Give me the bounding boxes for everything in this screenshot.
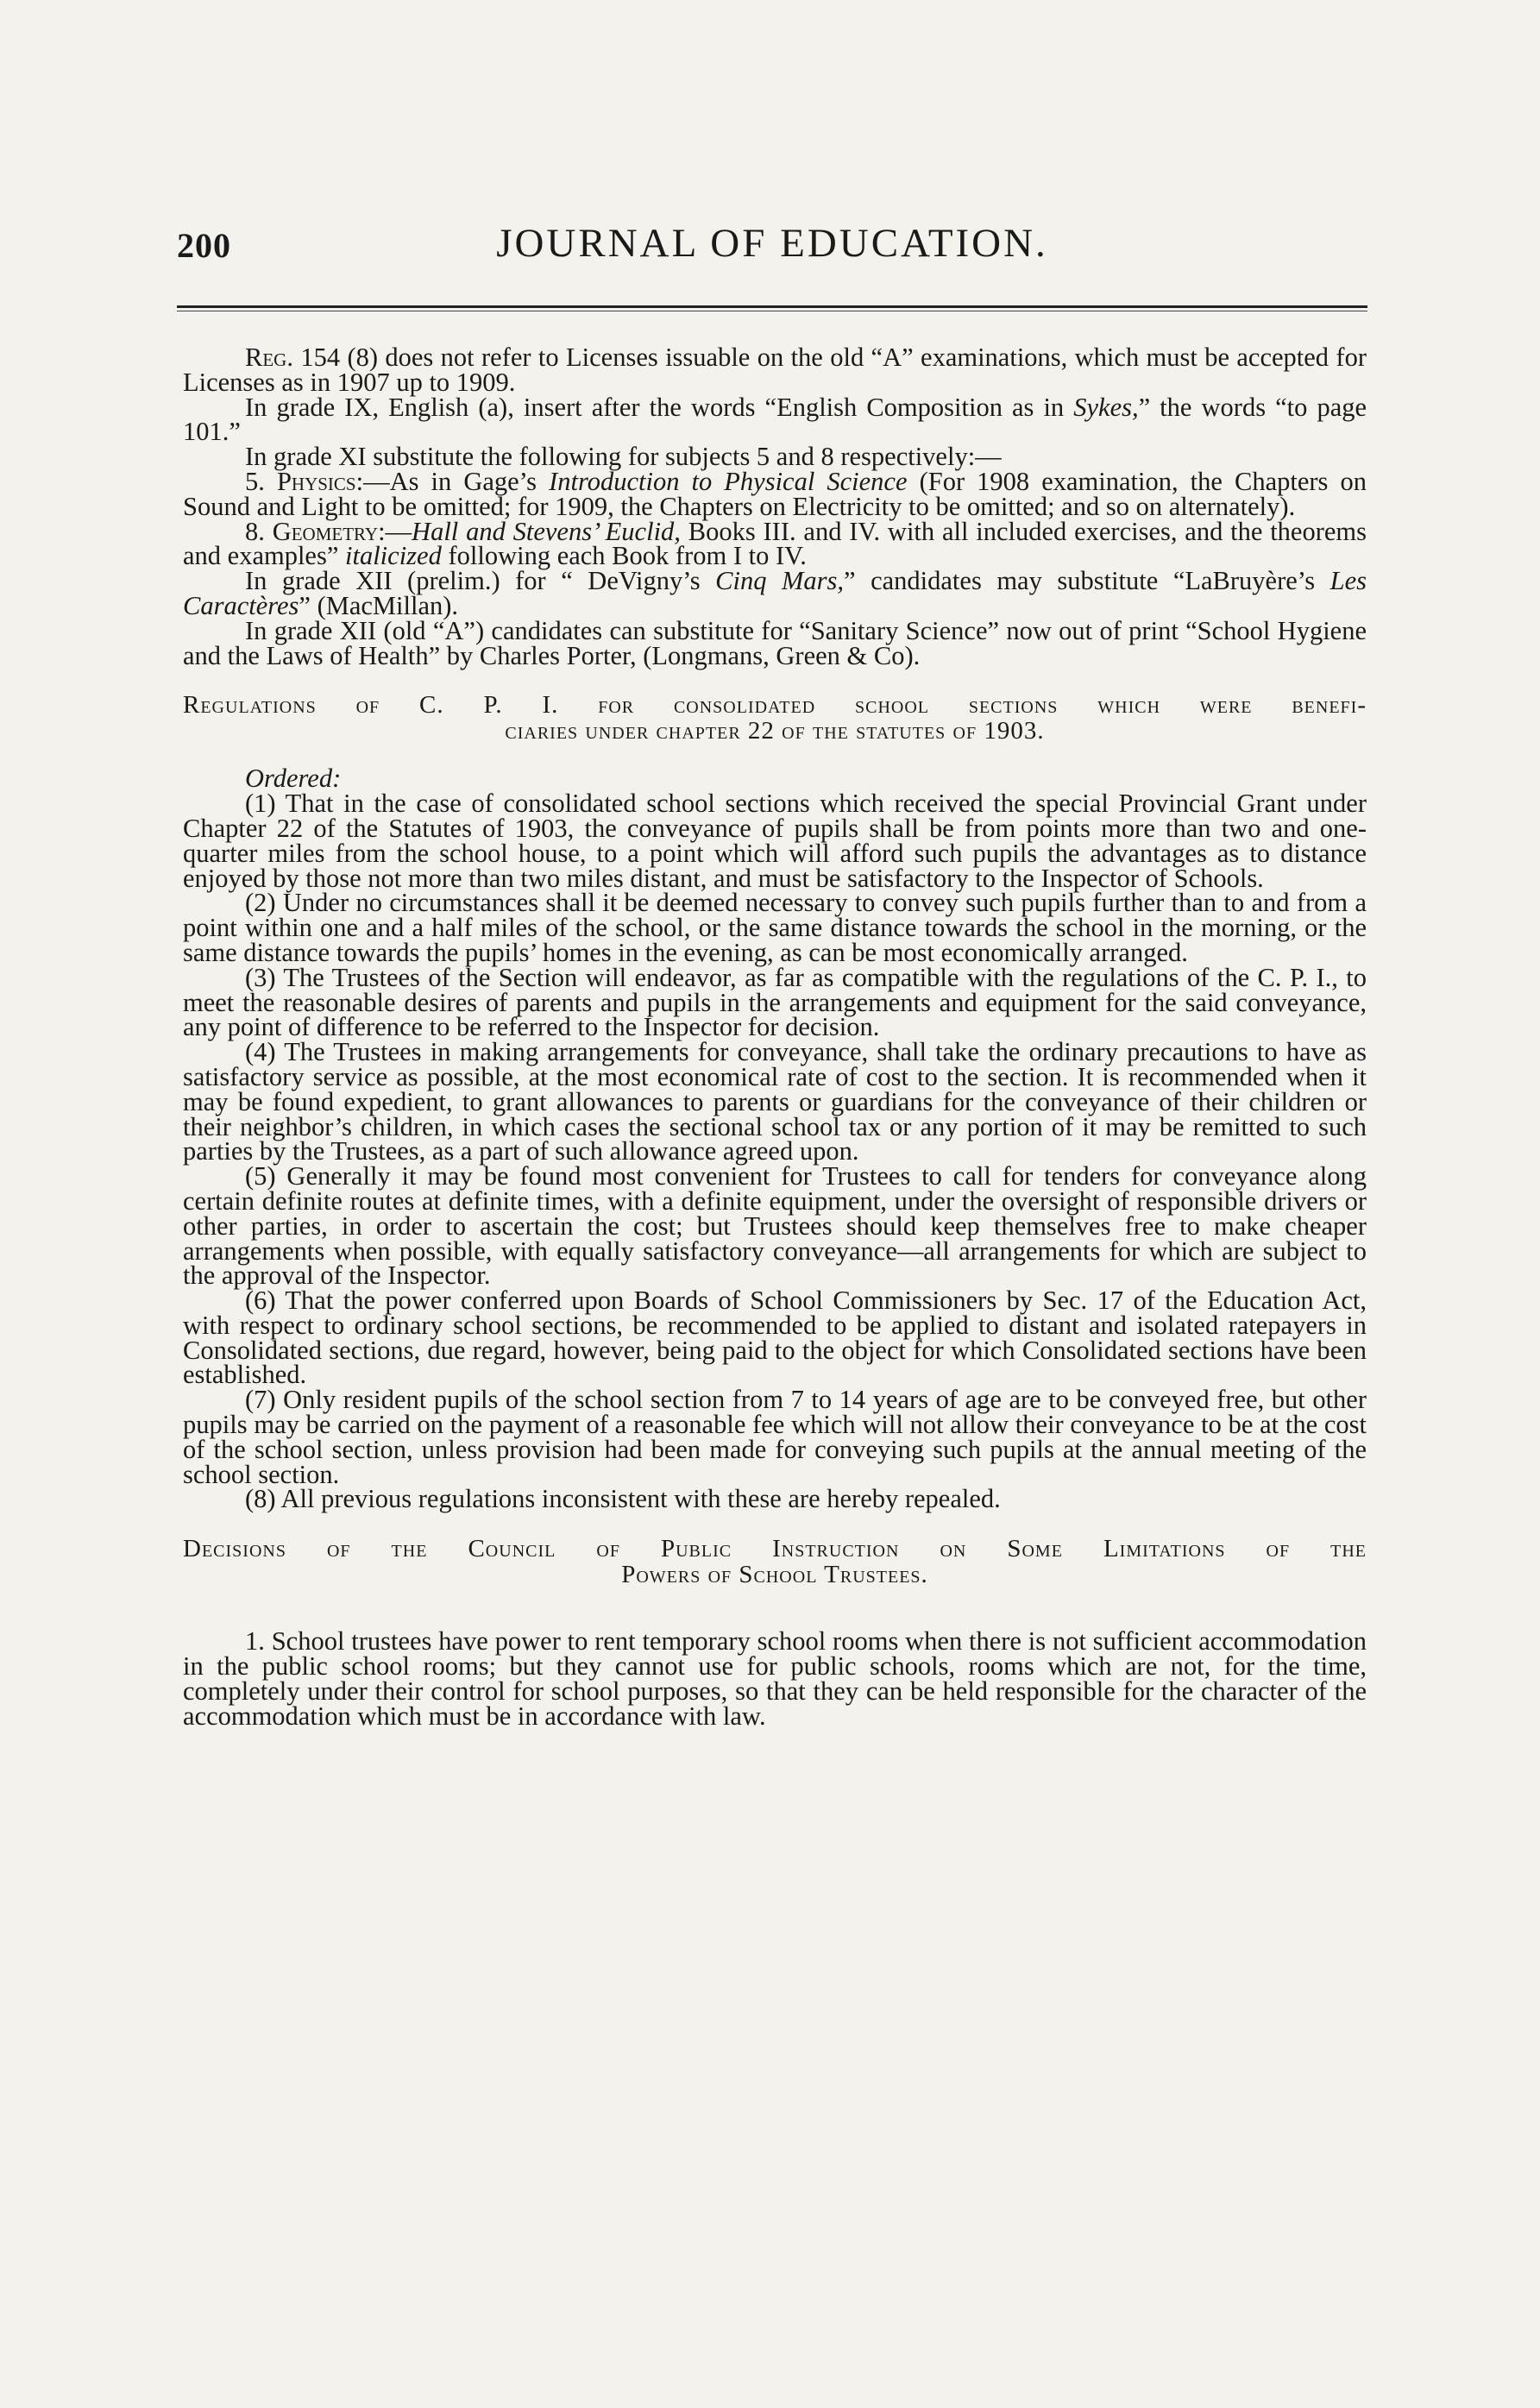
- amendment-text: :—As in Gage’s: [355, 466, 550, 496]
- heading-line: ciaries under chapter 22 of the statutes of 1903.: [505, 717, 1045, 745]
- amendment-reg-154: [183, 345, 1367, 395]
- regulation-item: (8) All previous regulations inconsistent with these are hereby repealed.: [245, 1484, 1001, 1514]
- amendment-text: 154 (8) does not refer to Licenses issuable on the old “A” examinations, which must be accepted for Licenses as in 1907 up to 1909.: [183, 343, 1367, 397]
- amendment-grade-ix: [183, 392, 1367, 447]
- page-number: 200: [177, 226, 231, 265]
- amendment-text: In grade IX, English (a), insert after the words “English Composition as in: [245, 392, 1074, 422]
- amendment-text: In grade XII (prelim.) for “ DeVigny’s: [245, 566, 716, 596]
- page-header: [177, 220, 1367, 280]
- regulations-heading: [183, 692, 1367, 744]
- regulation-item: (3) The Trustees of the Section will endeavor, as far as compatible with the regulations of the C. P. I., to meet the reasonable desires of parents and pupils in the arrangements and equipment for the said conveyance, any point of difference to be referred to the Inspector for decision.: [183, 962, 1367, 1042]
- header-rule: [177, 305, 1367, 311]
- amendment-text: Books III. and IV. with all included exercises, and the theorems and examples”: [183, 516, 1367, 571]
- heading-line: Decisions of the Council of Public Instruction on Some Limitations of the: [183, 1535, 1367, 1563]
- ordered-label: Ordered:: [245, 764, 342, 794]
- amendment-grade-xi: [183, 442, 1367, 472]
- page-body: [183, 343, 1367, 1731]
- reg-label: Reg.: [245, 343, 293, 372]
- heading-line: Regulations of C. P. I. for consolidated school sections which were benefi-: [183, 691, 1367, 720]
- decision-item: 1. School trustees have power to rent temporary school rooms when there is not sufficient accommodation in the public school rooms; but they cannot use for public schools, rooms which are not, for the time, completely under their control for school purposes, so that they can be held responsible for the character of the accommodation which must be in accordance with law.: [183, 1626, 1367, 1731]
- subject-name: Physics: [276, 466, 356, 496]
- regulation-item: (7) Only resident pupils of the school section from 7 to 14 years of age are to be conveyed free, but other pupils may be carried on the payment of a reasonable fee which will not allow their conveyance to be at the cost of the school section, unless provision had been made for conveying such pupils at the annual meeting of the school section.: [183, 1385, 1367, 1489]
- amendment-text: (For 1908 examination, the Chapters on Sound and Light to be omitted; for 1909, the Chapters on Electricity to be omitted; and so on alternately).: [183, 466, 1367, 521]
- book-title: Les Caractères: [183, 566, 1367, 620]
- subject-number: 5.: [245, 466, 277, 496]
- amendment-text: ” (MacMillan).: [299, 590, 459, 620]
- amendment-text: ” the words “to page 101.”: [183, 392, 1367, 447]
- subject-name: Geometry: [272, 516, 379, 546]
- amendment-text: In grade XI substitute the following for subjects 5 and 8 respectively:—: [245, 442, 1002, 472]
- amendment-physics: [183, 466, 1367, 521]
- regulation-item: (4) The Trustees in making arrangements for conveyance, shall take the ordinary precautions to have as satisfactory service as possible, at the most economical rate of cost to the section. It is recommended when it may be found expedient, to grant allowances to parents or guardians for the conveyance of their children or their neighbor’s children, in which cases the sectional school tax or any portion of it may be remitted to such parties by the Trustees, as a part of such allowance agreed upon.: [183, 1037, 1367, 1166]
- book-title: Introduction to Physical Science: [549, 466, 908, 496]
- amendment-text: :—: [378, 516, 412, 546]
- subject-number: 8.: [245, 516, 273, 546]
- decisions-heading: [183, 1536, 1367, 1588]
- regulation-item: (2) Under no circumstances shall it be deemed necessary to convey such pupils further than to and from a point within one and a half miles of the school, or the same distance towards the school in the morning, or the same distance towards the pupils’ homes in the evening, as can be most economically arranged.: [183, 888, 1367, 967]
- journal-title: JOURNAL OF EDUCATION.: [496, 221, 1048, 266]
- amendment-text: In grade XII (old “A”) candidates can substitute for “Sanitary Science” now out of print “School Hygiene and the Laws of Health” by Charles Porter, (Longmans, Green & Co).: [183, 615, 1367, 670]
- amendment-text: following each Book from I to IV.: [441, 541, 807, 571]
- amendment-text: ” candidates may substitute “LaBruyère’s: [844, 566, 1330, 596]
- heading-line: Powers of School Trustees.: [621, 1561, 928, 1589]
- amendment-grade-xii-old-a: [183, 615, 1367, 670]
- regulation-item: (1) That in the case of consolidated school sections which received the special Provincial Grant under Chapter 22 of the Statutes of 1903, the conveyance of pupils shall be from points more than two and one-quarter miles from the school house, to a point which will afford such pupils the advantages as to distance enjoyed by those not more than two miles distant, and must be satisfactory to the Inspector of Schools.: [183, 789, 1367, 893]
- regulation-item: (6) That the power conferred upon Boards of School Commissioners by Sec. 17 of the Education Act, with respect to ordinary school sections, be recommended to be applied to distant and isolated ratepayers in Consolidated sections, due regard, however, being paid to the object for which Consolidated sections have been established.: [183, 1286, 1367, 1390]
- book-title: Cinq Mars,: [715, 566, 845, 596]
- regulation-item: (5) Generally it may be found most convenient for Trustees to call for tenders for conveyance along certain definite routes at definite times, with a definite equipment, under the oversight of responsible drivers or other parties, in order to ascertain the cost; but Trustees should keep themselves free to make cheaper arrangements when possible, with equally satisfactory conveyance—all arrangements for which are subject to the approval of the Inspector.: [183, 1161, 1367, 1291]
- amendment-grade-xii-prelim: [183, 566, 1367, 620]
- emphasis: italicized: [345, 541, 442, 571]
- amendment-geometry: [183, 516, 1367, 571]
- book-title: Hall and Stevens’ Euclid,: [412, 516, 681, 546]
- book-title: Sykes,: [1073, 392, 1139, 422]
